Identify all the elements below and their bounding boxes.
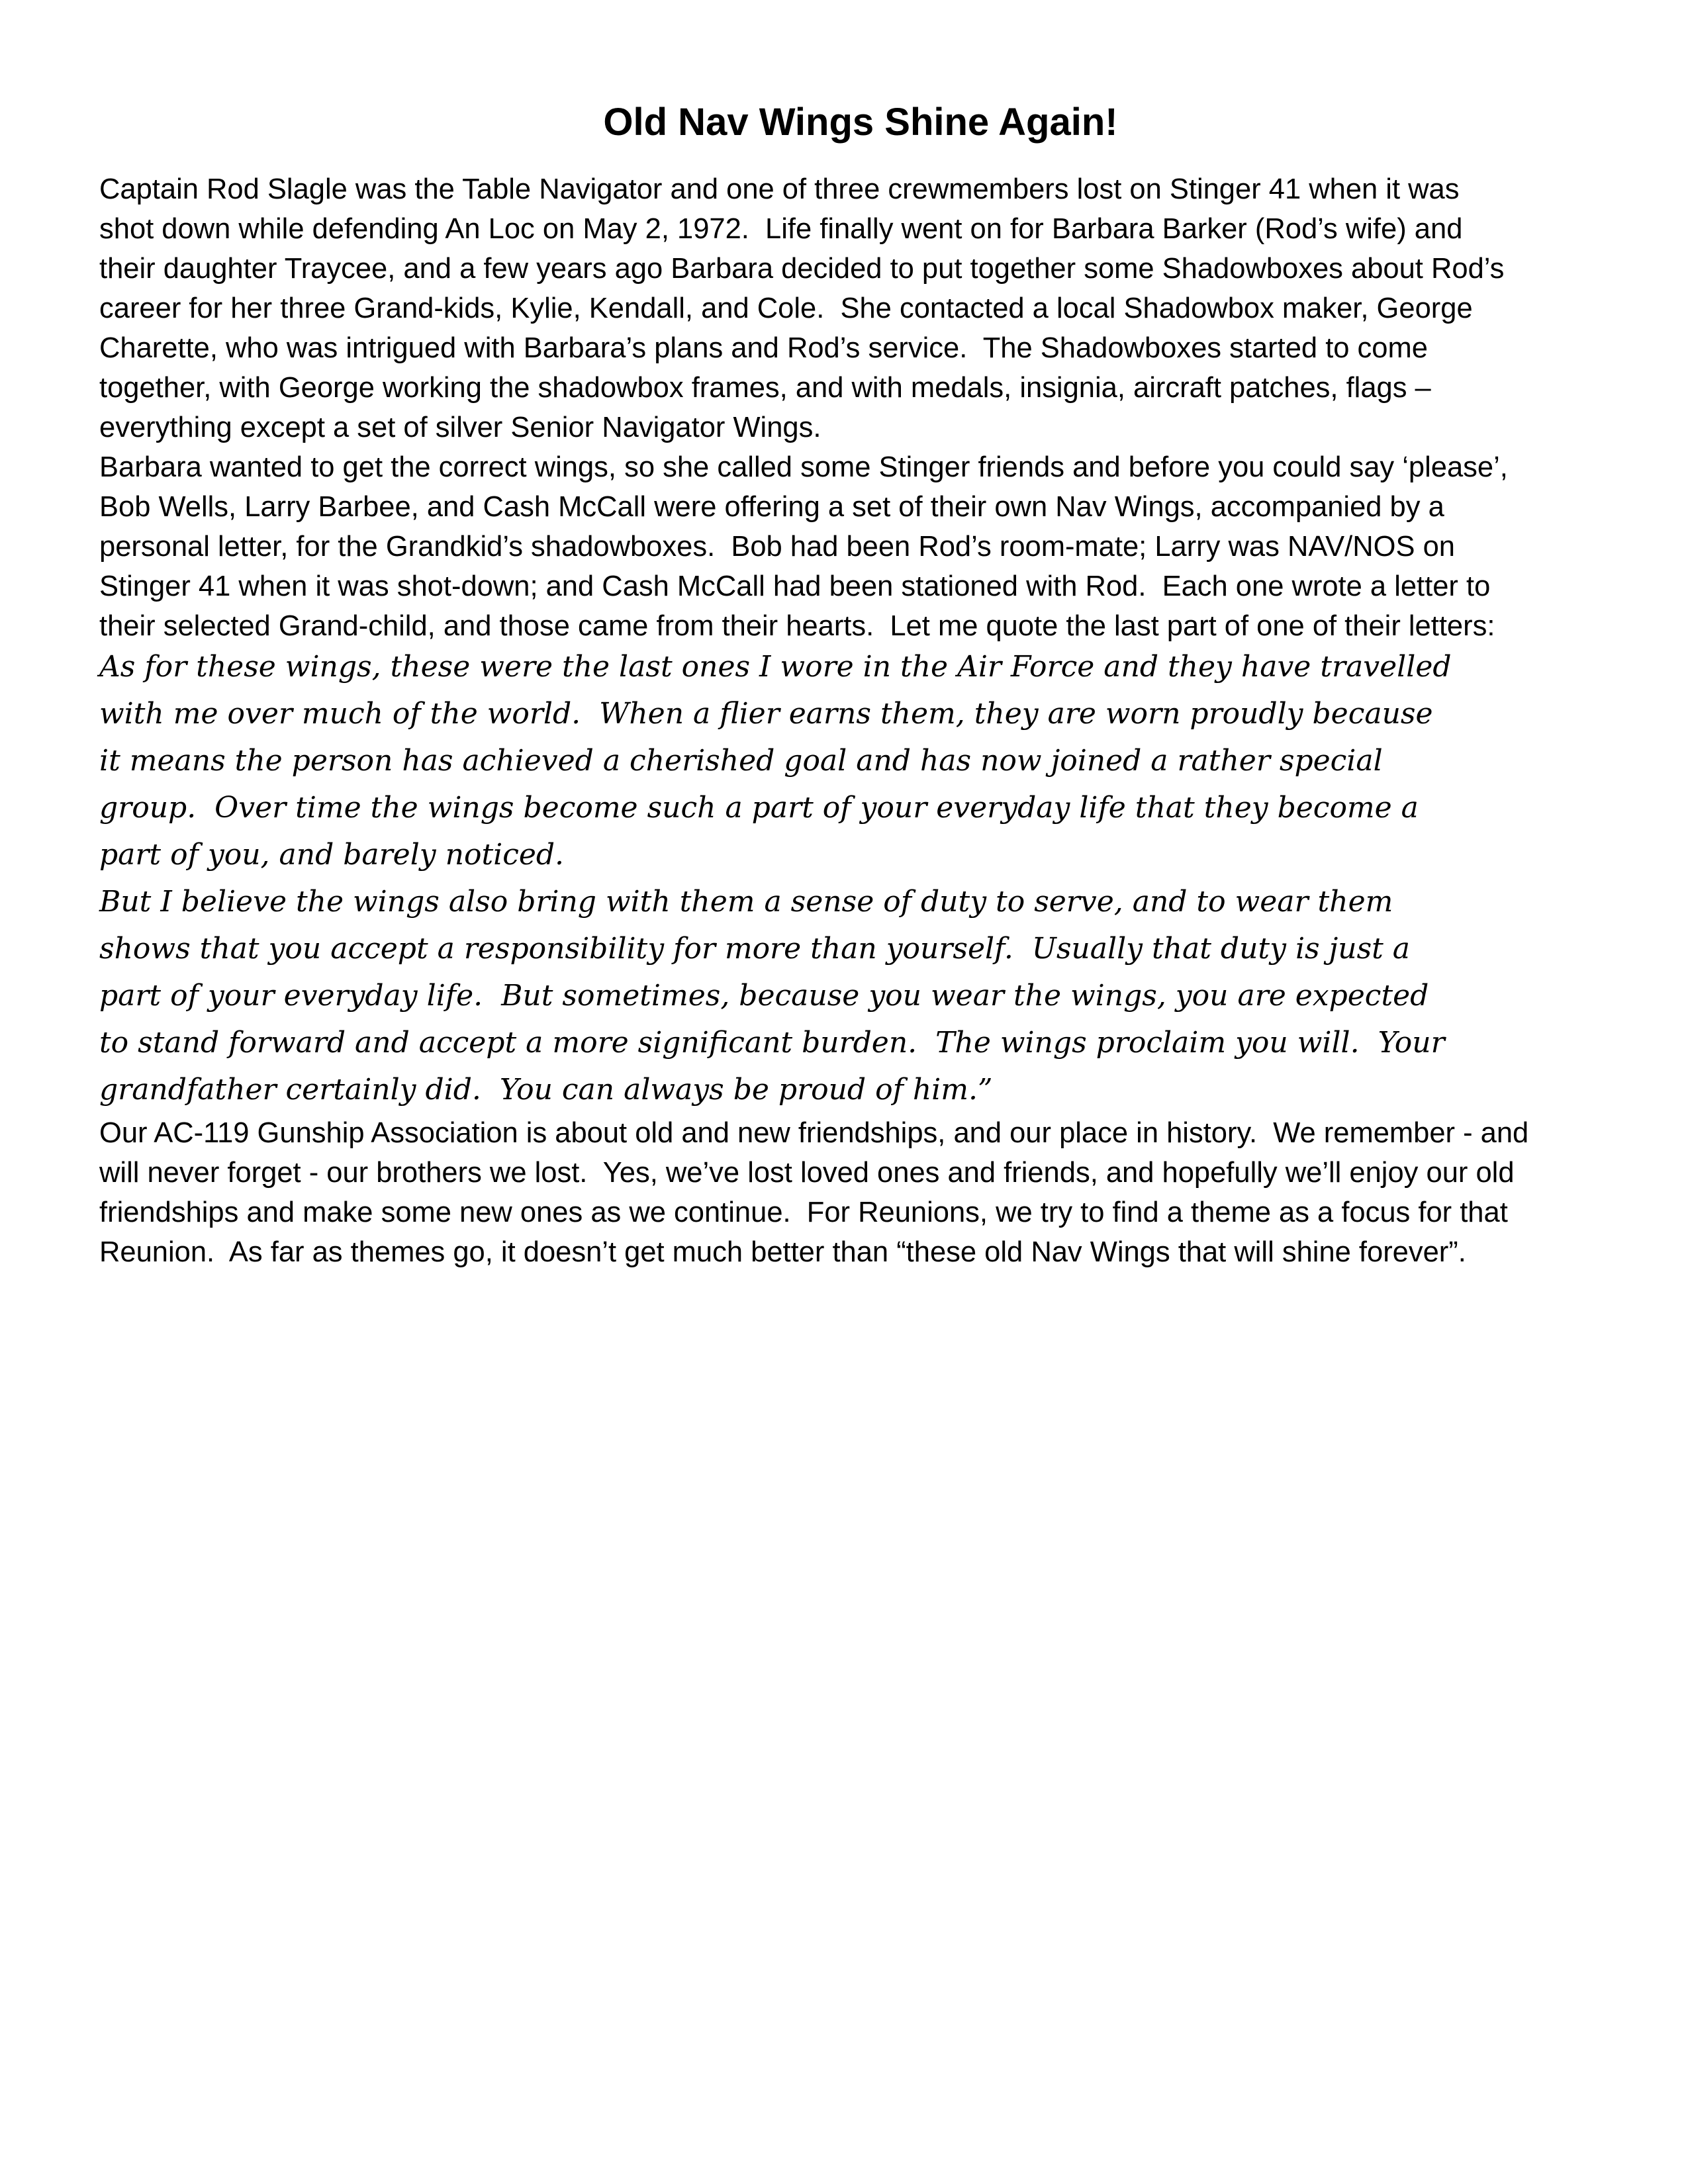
paragraph-intro: Captain Rod Slagle was the Table Navigator and one of three crewmembers lost on Stinger 41 when it was shot down while defending An Loc on May 2, 1972. Life finally went on for Barbara Barker (Rod’s wife) and their daughter Traycee, and a few years ago Barbara decided to put together some Shadowboxes about Rod’s career for her three Grand-kids, Kylie, Kendall, and Cole. She contacted a local Shadowbox maker, George Charette, who was intrigued with Barbara’s plans and Rod’s service. The Shadowboxes started to come together, with George working the shadowbox frames, and with medals, insignia, aircraft patches, flags – everything except a set of silver Senior Navigator Wings. [99, 173, 1505, 443]
quote-paragraph-1: As for these wings, these were the last ones I wore in the Air Force and they have travelled with me over much of the world. When a flier earns them, they are worn proudly because it means the person has achieved a cherished goal and has now joined a rather special group. Over time the wings become such a part of your everyday life that they become a part of you, and barely noticed. [99, 650, 1452, 872]
letter-quote [99, 643, 1589, 1113]
article-title: Old Nav Wings Shine Again! [603, 101, 1118, 144]
paragraph-wings: Barbara wanted to get the correct wings, so she called some Stinger friends and before you could say ‘please’, Bob Wells, Larry Barbee, and Cash McCall were offering a set of their own Nav Wings, accompanied by a personal letter, for the Grandkid’s shadowboxes. Bob had been Rod’s room-mate; Larry was NAV/NOS on Stinger 41 when it was shot-down; and Cash McCall had been stationed with Rod. Each one wrote a letter to their selected Grand-child, and those came from their hearts. Let me quote the last part of one of their letters: [99, 451, 1508, 642]
document-page [99, 99, 1589, 1272]
quote-paragraph-2: But I believe the wings also bring with them a sense of duty to serve, and to wear them shows that you accept a responsibility for more than yourself. Usually that duty is just a part of your everyday life. But sometimes, because you wear the wings, you are expected to stand forward and accept a more significant burden. The wings proclaim you will. Your grandfather certainly did. You can always be proud of him.” [99, 885, 1445, 1107]
paragraph-closing: Our AC-119 Gunship Association is about old and new friendships, and our place in history. We remember - and will never forget - our brothers we lost. Yes, we’ve lost loved ones and friends, and hopefully we’ll enjoy our old friendships and make some new ones as we continue. For Reunions, we try to find a theme as a focus for that Reunion. As far as themes go, it doesn’t get much better than “these old Nav Wings that will shine forever”. [99, 1117, 1529, 1268]
